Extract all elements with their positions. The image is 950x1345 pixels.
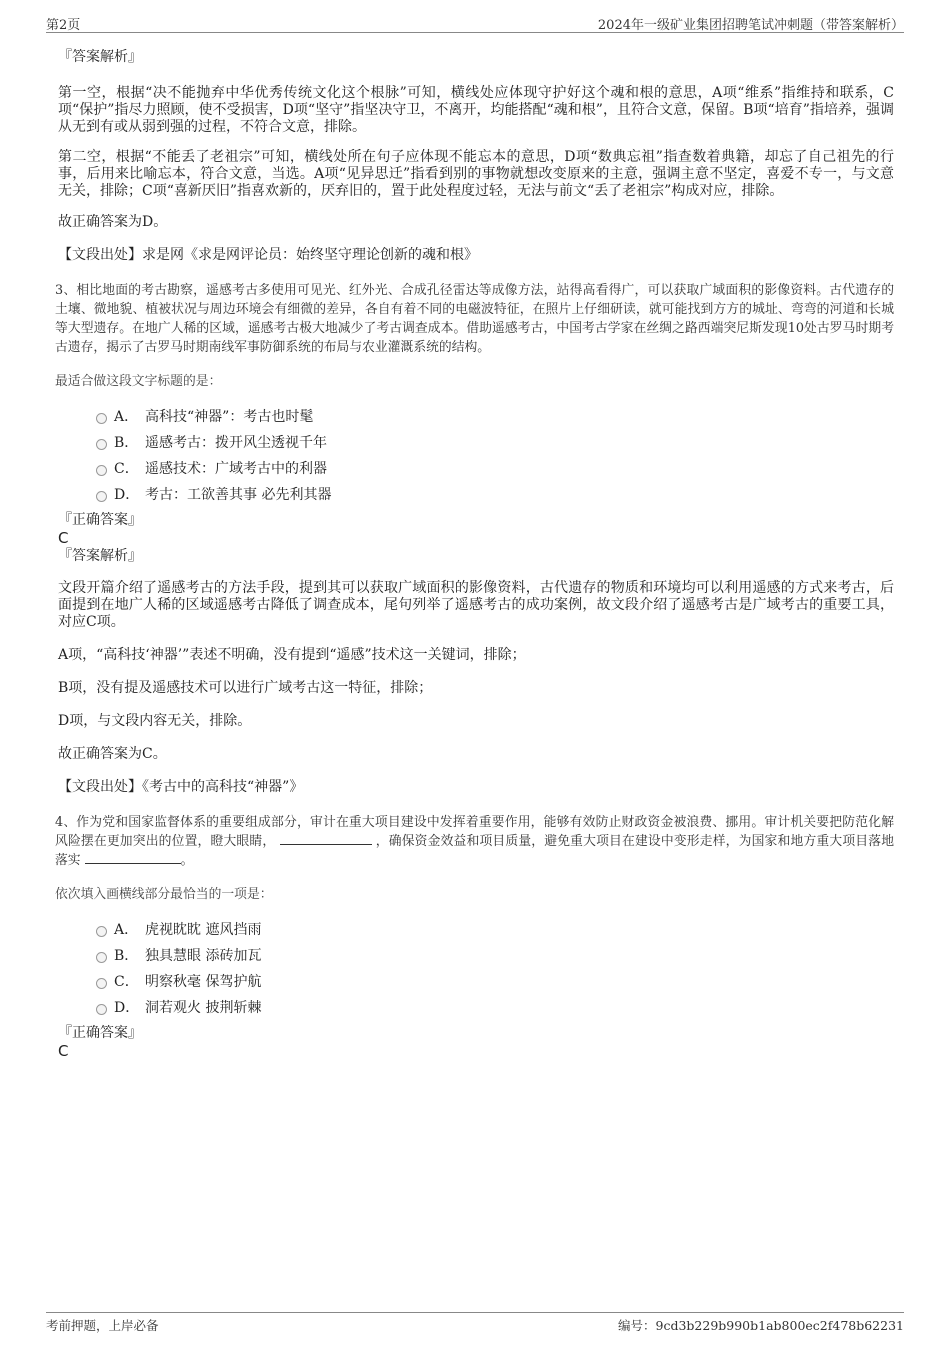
q3-prompt: 最适合做这段文字标题的是： xyxy=(55,374,222,389)
q3-conclusion: 故正确答案为C。 xyxy=(58,746,167,762)
q2-source: 【文段出处】求是网《求是网评论员：始终坚守理论创新的魂和根》 xyxy=(58,247,478,263)
q4-question-text xyxy=(55,813,894,870)
q4-text-part-3: 。 xyxy=(180,853,194,868)
q4-option-a[interactable] xyxy=(58,920,894,946)
q3-option-d[interactable] xyxy=(58,485,894,511)
option-text: 高科技“神器”：考古也时髦 xyxy=(145,409,314,425)
option-text: 独具慧眼 添砖加瓦 xyxy=(145,948,262,964)
q2-conclusion: 故正确答案为D。 xyxy=(58,214,168,230)
option-letter: D． xyxy=(114,487,140,503)
q3-analysis-paragraph-3: B项，没有提及遥感技术可以进行广域考古这一特征，排除； xyxy=(58,680,433,696)
q4-text-part-2: ，确保资金效益和项目质量，避免重大项目在建设中变形走样，为国家和地方重大项目落地落实 xyxy=(55,834,894,868)
radio-icon[interactable] xyxy=(96,465,107,476)
q3-option-a[interactable] xyxy=(58,407,894,433)
q4-answer-label: 『正确答案』 xyxy=(58,1025,142,1041)
q2-analysis-label: 『答案解析』 xyxy=(58,49,142,65)
q3-options xyxy=(58,407,894,511)
option-letter: D． xyxy=(114,1000,140,1016)
radio-icon[interactable] xyxy=(96,439,107,450)
fill-blank-2 xyxy=(85,851,181,864)
q4-option-c[interactable] xyxy=(58,972,894,998)
radio-icon[interactable] xyxy=(96,978,107,989)
q2-analysis-paragraph-1: 第一空，根据“决不能抛弃中华优秀传统文化这个根脉”可知，横线处应体现守护好这个魂和根的意思，A项“维系”指维持和联系，C项“保护”指尽力照顾，使不受损害，D项“坚守”指坚决守卫，不离开，均能搭配“魂和根”，且符合文意，保留。B项“培育”指培养，强调从无到有或从弱到强的过程，不符合文意，排除。 xyxy=(58,85,894,135)
option-text: 洞若观火 披荆斩棘 xyxy=(145,1000,262,1016)
radio-icon[interactable] xyxy=(96,926,107,937)
q4-answer: C xyxy=(58,1042,69,1060)
q4-option-b[interactable] xyxy=(58,946,894,972)
q3-question-text: 3、相比地面的考古勘察，遥感考古多使用可见光、红外光、合成孔径雷达等成像方法，站得高看得广，可以获取广域面积的影像资料。古代遗存的土壤、微地貌、植被状况与周边环境会有细微的差异，各自有着不同的电磁波特征，在照片上仔细研读，就可能找到方方的城址、弯弯的河道和长城等大型遗存。在地广人稀的区域，遥感考古极大地减少了考古调查成本。借助遥感考古，中国考古学家在丝绸之路西端突尼斯发现10处古罗马时期考古遗存，揭示了古罗马时期南线军事防御系统的布局与农业灌溉系统的结构。 xyxy=(55,283,894,355)
page-footer xyxy=(46,1312,904,1335)
q3-analysis-paragraph-4: D项，与文段内容无关，排除。 xyxy=(58,713,252,729)
footer-slogan: 考前押题，上岸必备 xyxy=(46,1318,159,1333)
page-content xyxy=(55,44,894,1060)
option-letter: C． xyxy=(114,974,139,990)
q3-answer-label: 『正确答案』 xyxy=(58,512,142,528)
document-title: 2024年一级矿业集团招聘笔试冲刺题（带答案解析） xyxy=(597,18,904,33)
option-text: 虎视眈眈 遮风挡雨 xyxy=(145,922,262,938)
fill-blank-1 xyxy=(280,832,372,845)
radio-icon[interactable] xyxy=(96,952,107,963)
radio-icon[interactable] xyxy=(96,1004,107,1015)
q4-option-d[interactable] xyxy=(58,998,894,1024)
option-text: 明察秋毫 保驾护航 xyxy=(145,974,262,990)
option-letter: B． xyxy=(114,435,139,451)
radio-icon[interactable] xyxy=(96,491,107,502)
q3-source: 【文段出处】《考古中的高科技“神器”》 xyxy=(58,779,304,795)
q3-analysis-paragraph-1: 文段开篇介绍了遥感考古的方法手段，提到其可以获取广域面积的影像资料，古代遗存的物质和环境均可以利用遥感的方式来考古，后面提到在地广人稀的区域遥感考古降低了调查成本，尾句列举了遥感考古的成功案例，故文段介绍了遥感考古是广域考古的重要工具，对应C项。 xyxy=(58,580,894,630)
q2-analysis-paragraph-2: 第二空，根据“不能丢了老祖宗”可知，横线处所在句子应体现不能忘本的意思，D项“数典忘祖”指查数着典籍，却忘了自己祖先的行事，后用来比喻忘本，符合文意，当选。A项“见异思迁”指看到别的事物就想改变原来的主意，强调主意不坚定，喜爱不专一，与文意无关，排除；C项“喜新厌旧”指喜欢新的，厌弃旧的，置于此处程度过轻，无法与前文“丢了老祖宗”构成对应，排除。 xyxy=(58,149,894,199)
q4-options xyxy=(58,920,894,1024)
option-text: 遥感考古：拨开风尘透视千年 xyxy=(145,435,327,451)
q3-answer: C xyxy=(58,529,69,547)
option-letter: C． xyxy=(114,461,139,477)
q4-prompt: 依次填入画横线部分最恰当的一项是： xyxy=(55,887,273,902)
page-header xyxy=(46,14,904,33)
q3-analysis-paragraph-2: A项，“高科技‘神器’”表述不明确，没有提到“遥感”技术这一关键词，排除； xyxy=(58,647,526,663)
option-letter: A． xyxy=(114,409,139,425)
document-code: 编号：9cd3b229b990b1ab800ec2f478b62231 xyxy=(618,1318,904,1333)
option-text: 遥感技术：广域考古中的利器 xyxy=(145,461,327,477)
option-letter: B． xyxy=(114,948,139,964)
q3-option-b[interactable] xyxy=(58,433,894,459)
page-number: 第2页 xyxy=(46,18,81,33)
q3-option-c[interactable] xyxy=(58,459,894,485)
option-letter: A． xyxy=(114,922,139,938)
option-text: 考古：工欲善其事 必先利其器 xyxy=(145,487,332,503)
q4-text-part-1: 4、作为党和国家监督体系的重要组成部分，审计在重大项目建设中发挥着重要作用，能够有效防止财政资金被浪费、挪用。审计机关要把防范化解风险摆在更加突出的位置，瞪大眼睛， xyxy=(55,815,894,849)
q3-analysis-label: 『答案解析』 xyxy=(58,548,142,564)
radio-icon[interactable] xyxy=(96,413,107,424)
